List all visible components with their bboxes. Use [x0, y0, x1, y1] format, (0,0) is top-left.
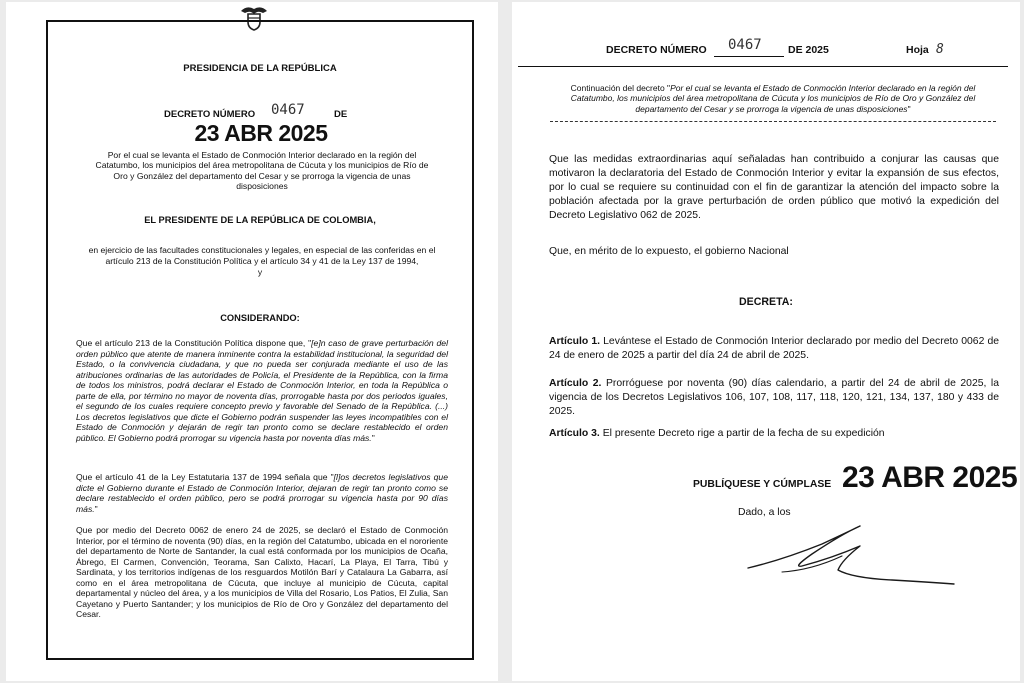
decree-de-label: DE	[334, 109, 348, 120]
decree-page-2	[512, 2, 1020, 681]
decree-number: 0467	[728, 37, 762, 53]
number-underline	[714, 56, 784, 57]
considerando-heading: CONSIDERANDO:	[220, 313, 300, 323]
article-3-label: Artículo 3.	[549, 428, 600, 439]
page-header	[606, 37, 1006, 59]
decree-label: DECRETO NÚMERO	[164, 109, 256, 120]
issuer-header: PRESIDENCIA DE LA REPÚBLICA	[183, 63, 337, 74]
considerando-paragraph-3: Que por medio del Decreto 0062 de enero 24 de 2025, se declaró el Estado de Conmoción Interior, por el término de noventa (90) días, en la región del Catatumbo, ubicada en el nororiente del departamento de Norte de Santander, la cual está conformada por los municipios de Ocaña, Ábrego, El Carmen, Convención, Teorama, San Calixto, Hacarí, La Playa, El Tarra, Tibú y Sardinata, y los territorios indígenas de los resguardos Motilón Barí y Catalaura La Gabarra, así como en el área metropolitana de Cúcuta, que incluye al municipio de Cúcuta, capital departamental y núcleo del área, y a los municipios de Villa del Rosario, Los Patios, El Zulia, San Cayetano y Puerto Santander; y los municipios de Río de Oro y González del departamento del Cesar.	[76, 525, 448, 620]
quoted-constitution-text: [e]n caso de grave perturbación del orden público que atente de manera inminente contra la estabilidad institucional, la seguridad del Estado, o la convivencia ciudadana, y que no pueda ser conjurada mediante el uso de las atribuciones ordinarias de las autoridades de Policía, el Presidente de la República, con la firma de todos los ministros, podrá declarar el Estado de Conmoción Interior, en toda la República o parte de ella, por término no mayor de noventa días, prorrogable hasta por dos periodos iguales, el segundo de los cuales requiere concepto previo y favorable del Senado de la República. (...) Los decretos legislativos que dicte el Gobierno podrán suspender las leyes incompatibles con el Estado de Conmoción y dejarán de regir tan pronto como se declare restablecido el orden público. El Gobierno podrá prorrogar su vigencia hasta por noventa días más.	[76, 338, 448, 443]
decree-page-1	[6, 2, 498, 681]
article-1-label: Artículo 1.	[549, 336, 601, 347]
article-3: Artículo 3. El presente Decreto rige a partir de la fecha de su expedición	[549, 428, 885, 439]
decree-number-line	[164, 102, 364, 122]
decreta-heading: DECRETA:	[739, 296, 793, 308]
publiquese-line: PUBLÍQUESE Y CÚMPLASE	[693, 479, 832, 490]
powers-paragraph: en ejercicio de las facultades constitucionales y legales, en especial de las conferidas en el artículo 213 de la Constitución Política y el artículo 34 y 41 de la Ley 137 de 1994,	[88, 245, 436, 266]
sheet-label: Hoja	[906, 44, 929, 56]
sheet-number: 8	[936, 42, 944, 57]
considerando-paragraph-1: Que el artículo 213 de la Constitución Política dispone que, "[e]n caso de grave perturbación del orden público que atente de manera inminente contra la estabilidad institucional, la seguridad del Estado, o la convivencia ciudadana, y que no pueda ser conjurada mediante el uso de las atribuciones ordinarias de las autoridades de Policía, el Presidente de la República, con la firma de todos los ministros, podrá declarar el Estado de Conmoción Interior, en toda la República o parte de ella, por término no mayor de noventa días, prorrogable hasta por dos periodos iguales, el segundo de los cuales requiere concepto previo y favorable del Senado de la República. (...) Los decretos legislativos que dicte el Gobierno podrán suspender las leyes incompatibles con el Estado de Conmoción y dejarán de regir tan pronto como se declare restablecido el orden público. El Gobierno podrá prorrogar su vigencia hasta por noventa días más."	[76, 338, 448, 443]
recital-paragraph: Que las medidas extraordinarias aquí señaladas han contribuido a conjurar las causas que motivaron la declaratoria del Estado de Conmoción Interior y evitar la expansión de sus efectos, por lo cual se requiere su continuidad con el fin de garantizar la atención del impacto sobre la población afectada por la grave perturbación de orden público que motivó la expedición del Decreto Legislativo 062 de 2025.	[549, 154, 999, 221]
dado-line: Dado, a los	[738, 507, 791, 518]
conjunction-y: y	[257, 267, 263, 277]
signature-icon	[742, 520, 962, 592]
date-stamp: 23 ABR 2025	[194, 120, 328, 146]
article-2: Artículo 2. Prorróguese por noventa (90) días calendario, a partir del 24 de abril de 2025, la vigencia de los Decretos Legislativos 106, 107, 108, 117, 118, 120, 121, 134, 137, 180 y 433 de 2025.	[549, 378, 999, 417]
article-1: Artículo 1. Levántese el Estado de Conmoción Interior declarado por medio del Decreto 0062 de 24 de enero de 2025 a partir del día 24 de abril de 2025.	[549, 336, 1000, 361]
decree-label: DECRETO NÚMERO	[606, 44, 707, 56]
decree-year: DE 2025	[788, 44, 829, 56]
merit-paragraph: Que, en mérito de lo expuesto, el gobierno Nacional	[549, 246, 789, 257]
decree-number: 0467	[271, 102, 305, 118]
considerando-paragraph-2: Que el artículo 41 de la Ley Estatutaria 137 de 1994 señala que "[l]os decretos legislativos que dicte el Gobierno durante el Estado de Conmoción Interior, dejaran de regir tan pronto como se declare restablecido el orden público, pero se podrá prorrogar su vigencia hasta por 90 días más."	[76, 472, 448, 514]
article-2-label: Artículo 2.	[549, 378, 602, 389]
continuation-note: Continuación del decreto "Por el cual se levanta el Estado de Conmoción Interior declarado en la región del Catatumbo, los municipios del área metropolitana de Cúcuta y los municipios de Río de Oro y González del departamento del Cesar y se prorroga la vigencia de unas disposiciones"	[570, 83, 976, 114]
president-heading: EL PRESIDENTE DE LA REPÚBLICA DE COLOMBIA,	[144, 215, 376, 225]
decree-title: Por el cual se levanta el Estado de Conmoción Interior declarado en la región del Catatumbo, los municipios del área metropolitana de Cúcuta y los municipios de Río de Oro y González del departamento del Cesar y se prorroga la vigencia de unas disposiciones	[95, 150, 429, 192]
header-rule	[518, 66, 1008, 67]
continuation-rule	[550, 121, 996, 122]
date-stamp: 23 ABR 2025	[842, 461, 1018, 494]
quoted-law-text: [l]os decretos legislativos que dicte el Gobierno durante el Estado de Conmoción Interior, dejaran de regir tan pronto como se declare restablecido el orden público, pero se podrá prorrogar su vigencia hasta por 90 días más.	[76, 472, 448, 514]
